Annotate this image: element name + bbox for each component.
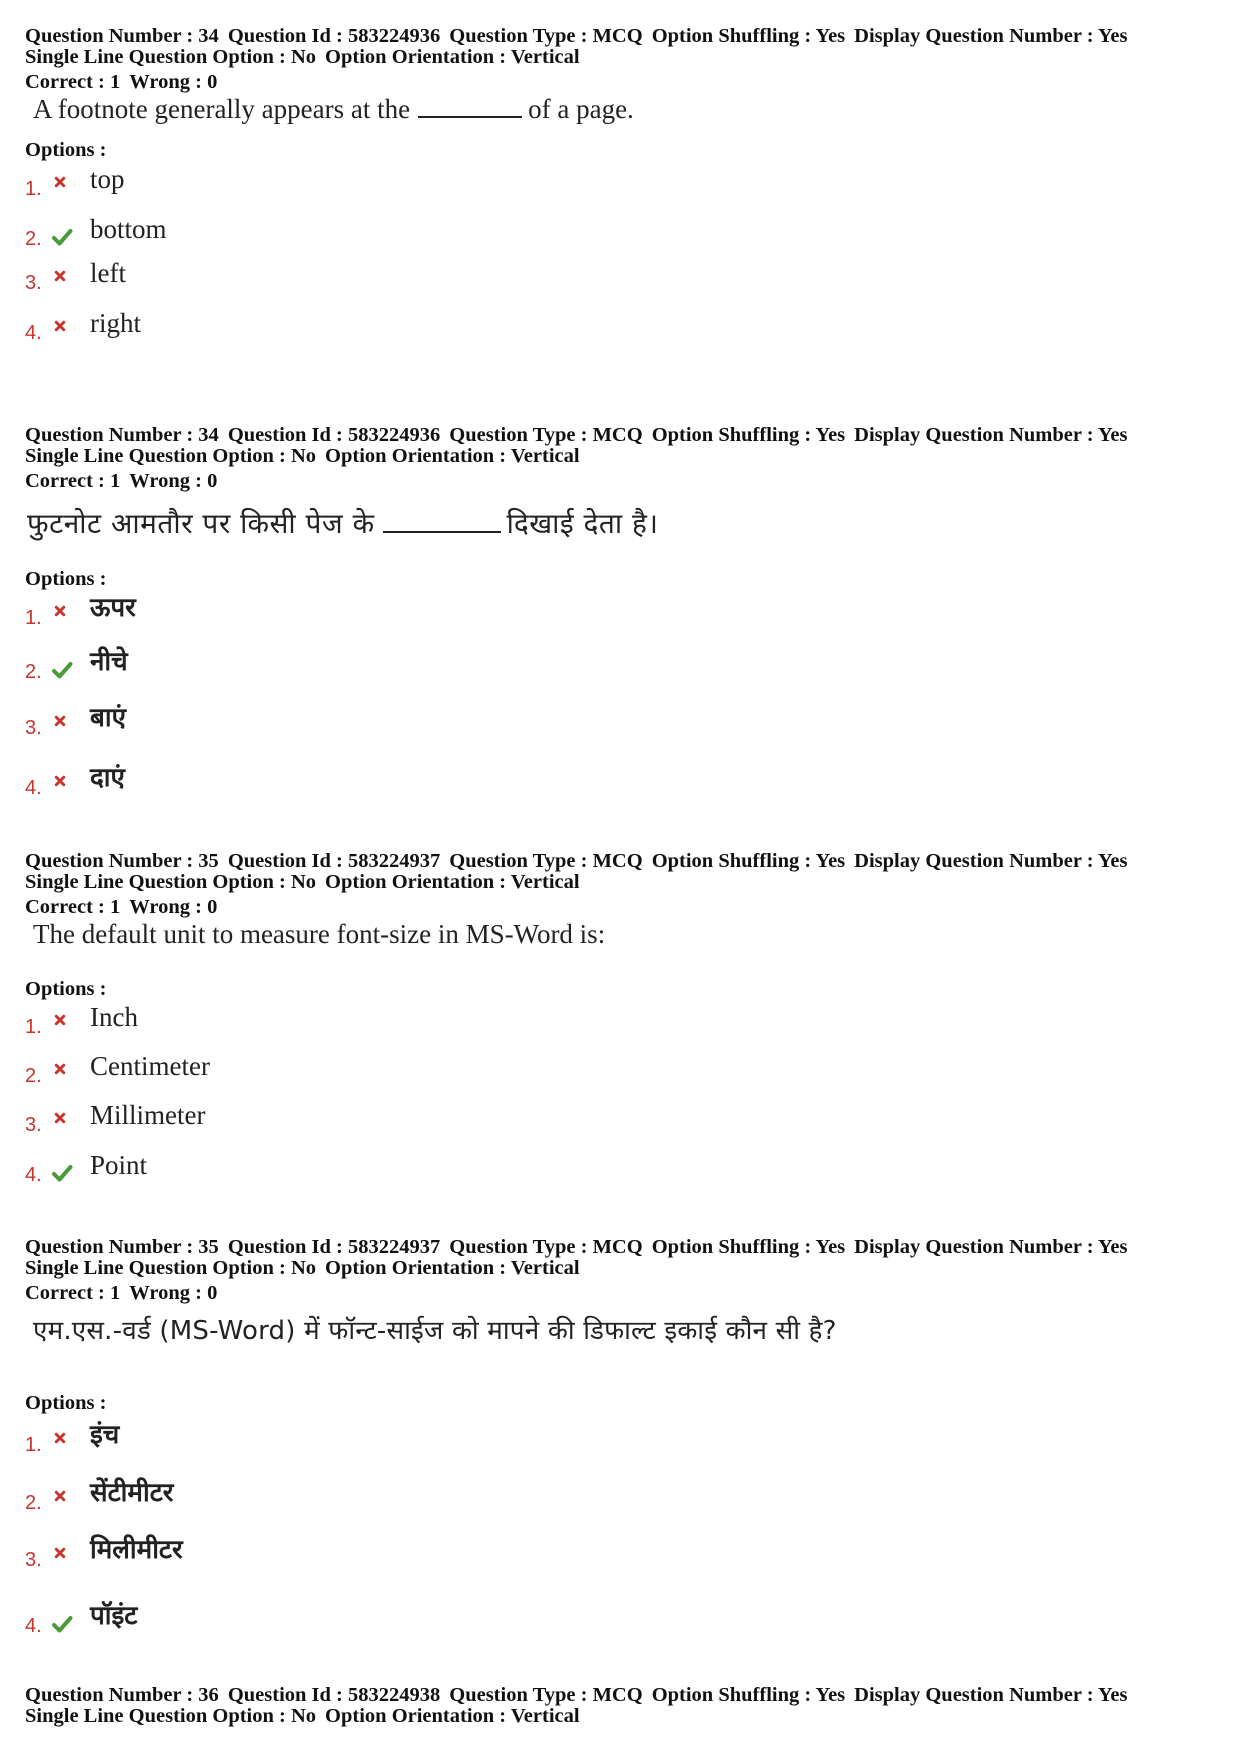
display-question-number: Display Question Number : Yes (854, 850, 1128, 872)
question-meta-line-2 (25, 47, 1225, 68)
wrong-marks: Wrong : 0 (129, 1282, 218, 1304)
question-type: Question Type : MCQ (449, 850, 643, 872)
question-block-34-hi (25, 424, 1225, 799)
correct-icon (51, 1162, 73, 1184)
wrong-icon (52, 174, 69, 191)
correct-icon (51, 659, 73, 681)
single-line-option: Single Line Question Option : No (25, 871, 317, 893)
option-number: 2. (25, 661, 42, 683)
option-item (25, 161, 625, 201)
option-item (25, 1097, 625, 1137)
option-item (25, 1048, 625, 1088)
correct-marks: Correct : 1 (25, 1282, 121, 1304)
wrong-icon (52, 318, 69, 335)
marks-line (25, 1283, 1225, 1304)
option-number: 1. (25, 1016, 42, 1038)
option-orientation: Option Orientation : Vertical (325, 46, 580, 68)
single-line-option: Single Line Question Option : No (25, 1257, 317, 1279)
option-item (25, 999, 625, 1039)
wrong-icon (52, 1488, 69, 1505)
question-number: Question Number : 34 (25, 424, 219, 446)
option-number: 1. (25, 1434, 42, 1456)
option-text: सेंटीमीटर (90, 1478, 174, 1508)
question-meta-line-1 (25, 851, 1225, 872)
wrong-icon (52, 1110, 69, 1127)
option-item (25, 1417, 625, 1457)
question-meta-line-1 (25, 1237, 1225, 1258)
option-number: 2. (25, 1065, 42, 1087)
option-text: top (90, 164, 125, 194)
options-label: Options : (25, 1392, 107, 1414)
option-orientation: Option Orientation : Vertical (325, 871, 580, 893)
question-number: Question Number : 36 (25, 1684, 219, 1706)
question-meta-line-2 (25, 1258, 1225, 1279)
wrong-icon (52, 1012, 69, 1029)
wrong-marks: Wrong : 0 (129, 71, 218, 93)
option-number: 3. (25, 1114, 42, 1136)
wrong-icon (52, 1430, 69, 1447)
option-item (25, 1475, 625, 1515)
question-meta-line-2 (25, 1706, 1225, 1727)
question-text-part: of a page. (528, 94, 634, 124)
option-number: 3. (25, 1549, 42, 1571)
question-number: Question Number : 35 (25, 850, 219, 872)
option-number: 3. (25, 717, 42, 739)
option-item (25, 1147, 625, 1187)
wrong-icon (52, 268, 69, 285)
question-type: Question Type : MCQ (449, 25, 643, 47)
marks-line (25, 471, 1225, 492)
wrong-icon (52, 1061, 69, 1078)
question-id: Question Id : 583224938 (227, 1684, 441, 1706)
options-label: Options : (25, 568, 107, 590)
correct-icon (51, 1613, 73, 1635)
option-orientation: Option Orientation : Vertical (325, 1257, 580, 1279)
option-number: 1. (25, 178, 42, 200)
question-type: Question Type : MCQ (449, 424, 643, 446)
question-id: Question Id : 583224936 (227, 25, 441, 47)
option-text: पॉइंट (90, 1601, 138, 1631)
question-number: Question Number : 34 (25, 25, 219, 47)
option-number: 1. (25, 607, 42, 629)
option-shuffling: Option Shuffling : Yes (651, 850, 846, 872)
correct-icon (51, 226, 73, 248)
answer-blank (418, 115, 522, 118)
question-number: Question Number : 35 (25, 1236, 219, 1258)
option-item (25, 644, 625, 684)
question-meta-line-1 (25, 1685, 1225, 1706)
options-label: Options : (25, 139, 107, 161)
option-number: 2. (25, 228, 42, 250)
option-item (25, 1532, 625, 1572)
display-question-number: Display Question Number : Yes (854, 25, 1128, 47)
question-block-36 (25, 1685, 1225, 1727)
option-item (25, 1598, 625, 1638)
wrong-icon (52, 713, 69, 730)
correct-marks: Correct : 1 (25, 896, 121, 918)
display-question-number: Display Question Number : Yes (854, 1684, 1128, 1706)
option-shuffling: Option Shuffling : Yes (651, 1236, 846, 1258)
option-text: Inch (90, 1002, 138, 1032)
option-orientation: Option Orientation : Vertical (325, 445, 580, 467)
single-line-option: Single Line Question Option : No (25, 46, 317, 68)
wrong-marks: Wrong : 0 (129, 470, 218, 492)
option-number: 2. (25, 1492, 42, 1514)
option-number: 4. (25, 322, 42, 344)
option-text: नीचे (90, 647, 128, 677)
display-question-number: Display Question Number : Yes (854, 1236, 1128, 1258)
wrong-icon (52, 1545, 69, 1562)
question-meta-line-1 (25, 425, 1225, 446)
question-text (27, 504, 659, 542)
marks-line (25, 72, 1225, 93)
wrong-marks: Wrong : 0 (129, 896, 218, 918)
correct-marks: Correct : 1 (25, 470, 121, 492)
question-block-34-en (25, 25, 1225, 344)
option-item (25, 211, 625, 251)
answer-blank (383, 530, 501, 533)
option-number: 4. (25, 1615, 42, 1637)
option-number: 3. (25, 272, 42, 294)
option-item (25, 590, 625, 630)
option-shuffling: Option Shuffling : Yes (651, 424, 846, 446)
option-item (25, 305, 625, 345)
question-text (33, 94, 634, 125)
option-text: इंच (90, 1420, 120, 1450)
option-text: Point (90, 1150, 148, 1180)
option-text: ऊपर (90, 593, 136, 623)
option-item (25, 760, 625, 800)
question-text-part: दिखाई देता है। (506, 507, 659, 540)
question-meta-line-1 (25, 26, 1225, 47)
question-text-part: फुटनोट आमतौर पर किसी पेज के (27, 507, 375, 540)
option-shuffling: Option Shuffling : Yes (651, 1684, 846, 1706)
question-text: एम.एस.-वर्ड (MS-Word) में फॉन्ट-साईज को मापने की डिफाल्ट इकाई कौन सी है? (33, 1316, 837, 1346)
question-meta-line-2 (25, 446, 1225, 467)
option-number: 4. (25, 1164, 42, 1186)
question-id: Question Id : 583224936 (227, 424, 441, 446)
question-meta-line-2 (25, 872, 1225, 893)
marks-line (25, 897, 1225, 918)
question-type: Question Type : MCQ (449, 1236, 643, 1258)
single-line-option: Single Line Question Option : No (25, 445, 317, 467)
option-text: Centimeter (90, 1051, 210, 1081)
option-item (25, 700, 625, 740)
option-number: 4. (25, 777, 42, 799)
option-text: bottom (90, 214, 167, 244)
option-shuffling: Option Shuffling : Yes (651, 25, 846, 47)
question-text: The default unit to measure font-size in MS-Word is: (33, 919, 606, 949)
option-item (25, 255, 625, 295)
option-text: दाएं (90, 763, 125, 793)
single-line-option: Single Line Question Option : No (25, 1705, 317, 1727)
option-text: Millimeter (90, 1100, 206, 1130)
option-text: मिलीमीटर (90, 1535, 183, 1565)
option-text: बाएं (90, 703, 126, 733)
question-block-35-en (25, 850, 1225, 1186)
question-type: Question Type : MCQ (449, 1684, 643, 1706)
question-block-35-hi (25, 1236, 1225, 1637)
question-id: Question Id : 583224937 (227, 1236, 441, 1258)
display-question-number: Display Question Number : Yes (854, 424, 1128, 446)
option-text: left (90, 258, 126, 288)
option-orientation: Option Orientation : Vertical (325, 1705, 580, 1727)
options-label: Options : (25, 978, 107, 1000)
wrong-icon (52, 603, 69, 620)
wrong-icon (52, 773, 69, 790)
question-text-part: A footnote generally appears at the (33, 94, 411, 124)
question-id: Question Id : 583224937 (227, 850, 441, 872)
option-text: right (90, 308, 141, 338)
correct-marks: Correct : 1 (25, 71, 121, 93)
